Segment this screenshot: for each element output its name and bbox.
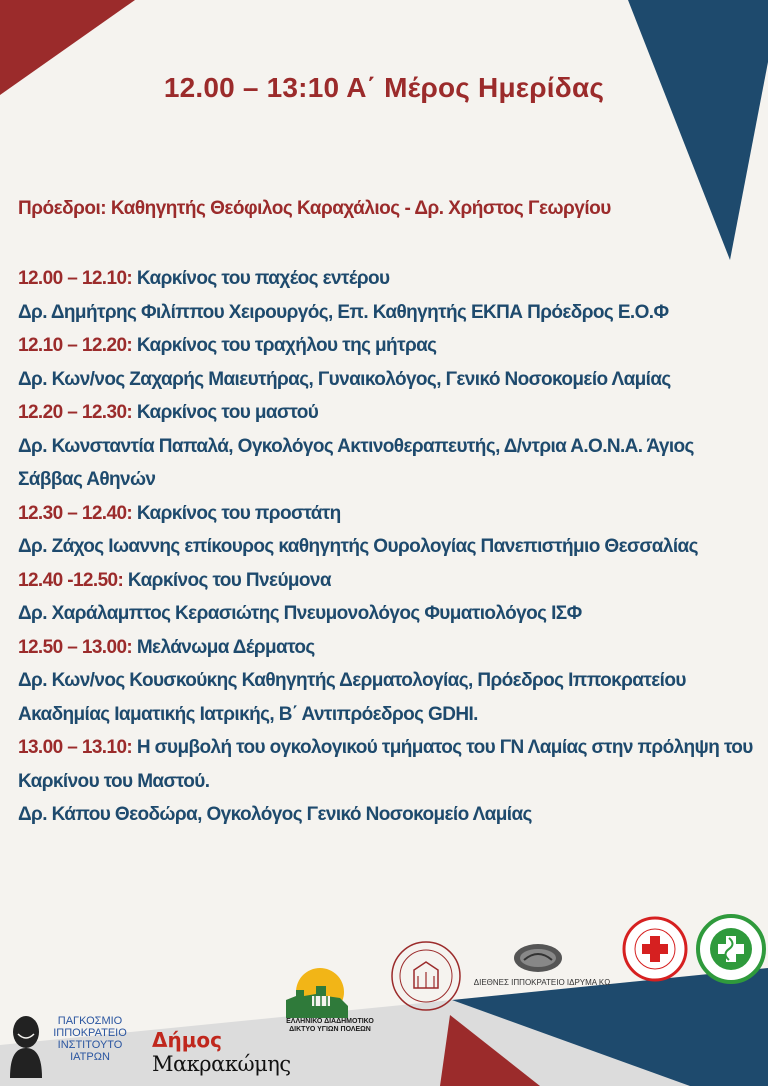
talk-speaker: Δρ. Κων/νος Ζαχαρής Μαιευτήρας, Γυναικολόγος, Γενικό Νοσοκομείο Λαμίας — [18, 368, 671, 390]
sponsor-logos — [0, 900, 768, 1086]
talk-topic: Μελάνωμα Δέρματος — [132, 636, 315, 658]
talk-speaker: Δρ. Δημήτρης Φιλίππου Χειρουργός, Επ. Καθηγητής ΕΚΠΑ Πρόεδρος Ε.Ο.Φ — [18, 301, 669, 323]
talk-time: 12.50 – 13.00: — [18, 636, 133, 658]
talk-topic: Καρκίνος του προστάτη — [132, 502, 341, 524]
red-cross-icon — [622, 916, 688, 982]
healthy-cities-network-icon — [282, 966, 352, 1018]
talk-speaker: Δρ. Κάπου Θεοδώρα, Ογκολόγος Γενικό Νοσοκομείο Λαμίας — [18, 804, 532, 825]
talk-topic: Καρκίνος του τραχήλου της μήτρας — [132, 335, 437, 356]
dimos-label: Δήμος — [152, 1028, 223, 1052]
talk-item — [18, 262, 753, 296]
talk-item — [18, 731, 753, 798]
talk-item — [18, 329, 753, 363]
talk-item — [18, 396, 753, 430]
talk-time: 12.20 – 12.30: — [18, 402, 133, 423]
page-title: 12.00 – 13:10 Α΄ Μέρος Ημερίδας — [163, 72, 605, 103]
talk-topic: Καρκίνος του Πνεύμονα — [123, 569, 331, 591]
chairs-line: Πρόεδροι: Καθηγητής Θεόφιλος Καραχάλιος - Δρ. Χρήστος Γεωργίου — [18, 198, 611, 219]
talk-topic: Η συμβολή του ογκολογικού τμήματος του ΓΝ Λαμίας στην πρόληψη του Καρκίνου του Μαστού. — [18, 737, 753, 792]
talk-time: 12.40 -12.50: — [18, 569, 124, 591]
talk-time: 13.00 – 13.10: — [18, 737, 133, 758]
hippocratic-institute-logo-text: ΠΑΓΚΟΣΜΙΟ ΙΠΠΟΚΡΑΤΕΙΟ ΙΝΣΤΙΤΟΥΤΟ ΙΑΤΡΩΝ — [53, 1015, 127, 1063]
hippocrates-bust-icon — [4, 1012, 48, 1078]
talk-topic: Καρκίνος του παχέος εντέρου — [132, 268, 390, 289]
medical-association-icon — [696, 914, 766, 984]
talk-item — [18, 564, 753, 598]
talk-speaker: Δρ. Χαράλαμπτος Κερασιώτης Πνευμονολόγος Φυματιολόγος ΙΣΦ — [18, 603, 582, 624]
university-seal-icon — [390, 940, 462, 1012]
hippocratic-foundation-icon — [512, 942, 564, 974]
talk-item — [18, 631, 753, 665]
talk-time: 12.00 – 12.10: — [18, 268, 133, 289]
talk-topic: Καρκίνος του μαστού — [132, 402, 319, 423]
schedule — [18, 262, 753, 832]
dimos-makrakomis-logo — [152, 1028, 291, 1076]
dimos-name: Μακρακώμης — [152, 1052, 291, 1076]
talk-time: 12.30 – 12.40: — [18, 502, 133, 524]
talk-speaker: Δρ. Ζάχος Ιωαννης επίκουρος καθηγητής Ουρολογίας Πανεπιστήμιο Θεσσαλίας — [18, 536, 698, 557]
talk-speaker: Δρ. Κων/νος Κουσκούκης Καθηγητής Δερματολογίας, Πρόεδρος Ιπποκρατείου Ακαδημίας Ιαματικής Ιατρικής, Β΄ Αντιπρόεδρος GDHI. — [18, 670, 686, 725]
talk-item — [18, 497, 753, 531]
talk-time: 12.10 – 12.20: — [18, 335, 133, 356]
hippocratic-foundation-text: ΔΙΕΘΝΕΣ ΙΠΠΟΚΡΑΤΕΙΟ ΙΔΡΥΜΑ ΚΩ — [473, 978, 611, 987]
talk-speaker: Δρ. Κωνσταντία Παπαλά, Ογκολόγος Ακτινοθεραπευτής, Δ/ντρια Α.Ο.Ν.Α. Άγιος Σάββας Αθηνών — [18, 435, 694, 490]
healthy-cities-logo-text: ΕΛΛΗΝΙΚΟ ΔΙΑΔΗΜΟΤΙΚΟ ΔΙΚΤΥΟ ΥΓΙΩΝ ΠΟΛΕΩΝ — [286, 1018, 374, 1033]
